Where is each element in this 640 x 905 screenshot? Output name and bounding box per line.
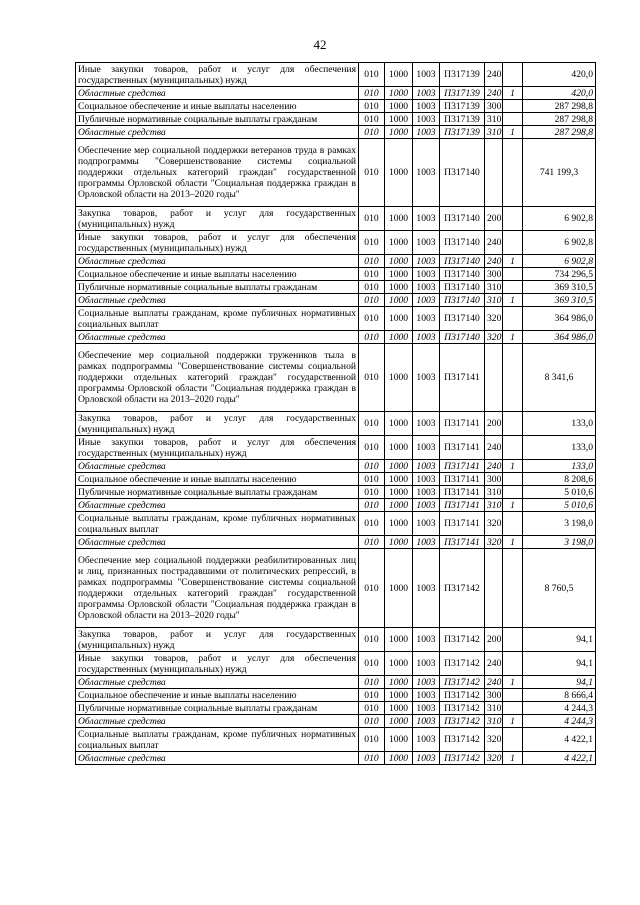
target-article-cell: П317142: [440, 676, 485, 689]
row-name-cell: Социальное обеспечение и иные выплаты населению: [76, 268, 359, 281]
expense-type-cell: 240: [485, 87, 503, 100]
target-article-cell: П317140: [440, 207, 485, 231]
section-code-cell: 1000: [385, 63, 413, 87]
section-code-cell: 1000: [385, 536, 413, 549]
table-row: [76, 100, 596, 113]
funding-source-cell: [503, 728, 523, 752]
amount-cell: 369 310,5: [523, 281, 596, 294]
admin-code-cell: 010: [359, 473, 385, 486]
row-name-cell: Обеспечение мер социальной поддержки тружеников тыла в рамках подпрограммы "Совершенствование системы социальной поддержки отдельных категорий граждан" государственной программы Орловской области "Социальная поддержка граждан в Орловской области на 2013–2020 годы": [76, 344, 359, 412]
funding-source-cell: [503, 207, 523, 231]
section-code-cell: 1000: [385, 207, 413, 231]
table-row: [76, 307, 596, 331]
funding-source-cell: [503, 689, 523, 702]
section-code-cell: 1000: [385, 87, 413, 100]
admin-code-cell: 010: [359, 207, 385, 231]
amount-cell: 6 902,8: [523, 255, 596, 268]
expense-type-cell: [485, 549, 503, 628]
table-row: [76, 412, 596, 436]
row-name-cell: Социальное обеспечение и иные выплаты населению: [76, 473, 359, 486]
expense-type-cell: 240: [485, 255, 503, 268]
admin-code-cell: 010: [359, 728, 385, 752]
amount-cell: 8 341,6: [523, 344, 596, 412]
row-name-cell: Областные средства: [76, 715, 359, 728]
section-code-cell: 1000: [385, 126, 413, 139]
admin-code-cell: 010: [359, 268, 385, 281]
subsection-code-cell: 1003: [413, 436, 440, 460]
amount-cell: 6 902,8: [523, 231, 596, 255]
target-article-cell: П317139: [440, 100, 485, 113]
admin-code-cell: 010: [359, 499, 385, 512]
table-row: [76, 752, 596, 765]
target-article-cell: П317142: [440, 549, 485, 628]
amount-cell: 741 199,3: [523, 139, 596, 207]
target-article-cell: П317141: [440, 499, 485, 512]
admin-code-cell: 010: [359, 628, 385, 652]
section-code-cell: 1000: [385, 628, 413, 652]
funding-source-cell: 1: [503, 294, 523, 307]
row-name-cell: Публичные нормативные социальные выплаты гражданам: [76, 486, 359, 499]
target-article-cell: П317142: [440, 689, 485, 702]
amount-cell: 4 422,1: [523, 728, 596, 752]
funding-source-cell: [503, 549, 523, 628]
expense-type-cell: 320: [485, 728, 503, 752]
row-name-cell: Иные закупки товаров, работ и услуг для обеспечения государственных (муниципальных) нужд: [76, 436, 359, 460]
table-row: [76, 676, 596, 689]
amount-cell: 5 010,6: [523, 486, 596, 499]
amount-cell: 8 666,4: [523, 689, 596, 702]
target-article-cell: П317141: [440, 512, 485, 536]
section-code-cell: 1000: [385, 100, 413, 113]
subsection-code-cell: 1003: [413, 87, 440, 100]
subsection-code-cell: 1003: [413, 294, 440, 307]
admin-code-cell: 010: [359, 412, 385, 436]
subsection-code-cell: 1003: [413, 652, 440, 676]
row-name-cell: Закупка товаров, работ и услуг для государственных (муниципальных) нужд: [76, 207, 359, 231]
budget-table: [75, 62, 596, 765]
table-row: [76, 113, 596, 126]
funding-source-cell: 1: [503, 752, 523, 765]
admin-code-cell: 010: [359, 100, 385, 113]
amount-cell: 94,1: [523, 628, 596, 652]
table-row: [76, 255, 596, 268]
section-code-cell: 1000: [385, 331, 413, 344]
admin-code-cell: 010: [359, 255, 385, 268]
subsection-code-cell: 1003: [413, 728, 440, 752]
table-row: [76, 268, 596, 281]
target-article-cell: П317141: [440, 436, 485, 460]
funding-source-cell: [503, 344, 523, 412]
amount-cell: 734 296,5: [523, 268, 596, 281]
subsection-code-cell: 1003: [413, 126, 440, 139]
section-code-cell: 1000: [385, 255, 413, 268]
admin-code-cell: 010: [359, 512, 385, 536]
row-name-cell: Социальное обеспечение и иные выплаты населению: [76, 689, 359, 702]
subsection-code-cell: 1003: [413, 628, 440, 652]
funding-source-cell: [503, 281, 523, 294]
expense-type-cell: 300: [485, 473, 503, 486]
funding-source-cell: 1: [503, 331, 523, 344]
row-name-cell: Закупка товаров, работ и услуг для государственных (муниципальных) нужд: [76, 412, 359, 436]
amount-cell: 133,0: [523, 460, 596, 473]
target-article-cell: П317141: [440, 344, 485, 412]
amount-cell: 8 760,5: [523, 549, 596, 628]
table-row: [76, 512, 596, 536]
target-article-cell: П317142: [440, 752, 485, 765]
expense-type-cell: [485, 344, 503, 412]
section-code-cell: 1000: [385, 294, 413, 307]
target-article-cell: П317140: [440, 268, 485, 281]
funding-source-cell: [503, 113, 523, 126]
admin-code-cell: 010: [359, 126, 385, 139]
admin-code-cell: 010: [359, 87, 385, 100]
row-name-cell: Публичные нормативные социальные выплаты гражданам: [76, 113, 359, 126]
admin-code-cell: 010: [359, 139, 385, 207]
funding-source-cell: [503, 307, 523, 331]
amount-cell: 364 986,0: [523, 307, 596, 331]
table-row: [76, 473, 596, 486]
expense-type-cell: 310: [485, 499, 503, 512]
table-row: [76, 139, 596, 207]
funding-source-cell: [503, 412, 523, 436]
row-name-cell: Закупка товаров, работ и услуг для государственных (муниципальных) нужд: [76, 628, 359, 652]
row-name-cell: Областные средства: [76, 536, 359, 549]
section-code-cell: 1000: [385, 113, 413, 126]
table-row: [76, 331, 596, 344]
section-code-cell: 1000: [385, 689, 413, 702]
section-code-cell: 1000: [385, 281, 413, 294]
row-name-cell: Областные средства: [76, 331, 359, 344]
expense-type-cell: 240: [485, 460, 503, 473]
section-code-cell: 1000: [385, 499, 413, 512]
row-name-cell: Социальные выплаты гражданам, кроме публичных нормативных социальных выплат: [76, 728, 359, 752]
expense-type-cell: 240: [485, 63, 503, 87]
expense-type-cell: [485, 139, 503, 207]
row-name-cell: Публичные нормативные социальные выплаты гражданам: [76, 702, 359, 715]
amount-cell: 5 010,6: [523, 499, 596, 512]
section-code-cell: 1000: [385, 436, 413, 460]
subsection-code-cell: 1003: [413, 412, 440, 436]
admin-code-cell: 010: [359, 294, 385, 307]
admin-code-cell: 010: [359, 436, 385, 460]
expense-type-cell: 300: [485, 100, 503, 113]
amount-cell: 4 422,1: [523, 752, 596, 765]
subsection-code-cell: 1003: [413, 207, 440, 231]
section-code-cell: 1000: [385, 676, 413, 689]
target-article-cell: П317140: [440, 294, 485, 307]
expense-type-cell: 240: [485, 436, 503, 460]
funding-source-cell: [503, 100, 523, 113]
table-row: [76, 499, 596, 512]
page-number: 42: [313, 37, 327, 52]
target-article-cell: П317142: [440, 728, 485, 752]
subsection-code-cell: 1003: [413, 331, 440, 344]
amount-cell: 287 298,8: [523, 126, 596, 139]
subsection-code-cell: 1003: [413, 486, 440, 499]
section-code-cell: 1000: [385, 728, 413, 752]
amount-cell: 420,0: [523, 63, 596, 87]
target-article-cell: П317142: [440, 715, 485, 728]
funding-source-cell: 1: [503, 715, 523, 728]
row-name-cell: Областные средства: [76, 499, 359, 512]
row-name-cell: Областные средства: [76, 460, 359, 473]
funding-source-cell: 1: [503, 536, 523, 549]
subsection-code-cell: 1003: [413, 268, 440, 281]
subsection-code-cell: 1003: [413, 752, 440, 765]
amount-cell: 287 298,8: [523, 113, 596, 126]
subsection-code-cell: 1003: [413, 344, 440, 412]
admin-code-cell: 010: [359, 715, 385, 728]
section-code-cell: 1000: [385, 412, 413, 436]
target-article-cell: П317140: [440, 255, 485, 268]
admin-code-cell: 010: [359, 676, 385, 689]
admin-code-cell: 010: [359, 63, 385, 87]
admin-code-cell: 010: [359, 281, 385, 294]
table-row: [76, 715, 596, 728]
section-code-cell: 1000: [385, 715, 413, 728]
target-article-cell: П317141: [440, 536, 485, 549]
expense-type-cell: 300: [485, 689, 503, 702]
amount-cell: 6 902,8: [523, 207, 596, 231]
row-name-cell: Обеспечение мер социальной поддержки реабилитированных лиц и лиц, признанных пострадавшими от политических репрессий, в рамках подпрограммы "Совершенствование системы социальной поддержки отдельных категорий граждан" государственной программы Орловской области "Социальная поддержка граждан в Орловской области на 2013–2020 годы": [76, 549, 359, 628]
funding-source-cell: [503, 473, 523, 486]
admin-code-cell: 010: [359, 460, 385, 473]
funding-source-cell: 1: [503, 676, 523, 689]
section-code-cell: 1000: [385, 702, 413, 715]
section-code-cell: 1000: [385, 460, 413, 473]
expense-type-cell: 310: [485, 702, 503, 715]
expense-type-cell: 200: [485, 207, 503, 231]
admin-code-cell: 010: [359, 702, 385, 715]
amount-cell: 364 986,0: [523, 331, 596, 344]
expense-type-cell: 310: [485, 281, 503, 294]
target-article-cell: П317139: [440, 63, 485, 87]
target-article-cell: П317139: [440, 113, 485, 126]
amount-cell: 420,0: [523, 87, 596, 100]
subsection-code-cell: 1003: [413, 231, 440, 255]
table-row: [76, 294, 596, 307]
amount-cell: 4 244,3: [523, 702, 596, 715]
expense-type-cell: 200: [485, 628, 503, 652]
row-name-cell: Публичные нормативные социальные выплаты гражданам: [76, 281, 359, 294]
funding-source-cell: [503, 139, 523, 207]
amount-cell: 369 310,5: [523, 294, 596, 307]
table-row: [76, 689, 596, 702]
table-row: [76, 126, 596, 139]
funding-source-cell: [503, 628, 523, 652]
row-name-cell: Областные средства: [76, 87, 359, 100]
funding-source-cell: [503, 63, 523, 87]
section-code-cell: 1000: [385, 344, 413, 412]
expense-type-cell: 200: [485, 412, 503, 436]
row-name-cell: Областные средства: [76, 255, 359, 268]
funding-source-cell: [503, 486, 523, 499]
table-row: [76, 460, 596, 473]
target-article-cell: П317139: [440, 87, 485, 100]
admin-code-cell: 010: [359, 536, 385, 549]
funding-source-cell: [503, 702, 523, 715]
section-code-cell: 1000: [385, 486, 413, 499]
row-name-cell: Иные закупки товаров, работ и услуг для обеспечения государственных (муниципальных) нужд: [76, 63, 359, 87]
table-row: [76, 231, 596, 255]
expense-type-cell: 320: [485, 752, 503, 765]
target-article-cell: П317141: [440, 473, 485, 486]
admin-code-cell: 010: [359, 331, 385, 344]
amount-cell: 8 208,6: [523, 473, 596, 486]
section-code-cell: 1000: [385, 268, 413, 281]
subsection-code-cell: 1003: [413, 702, 440, 715]
funding-source-cell: 1: [503, 460, 523, 473]
expense-type-cell: 320: [485, 331, 503, 344]
target-article-cell: П317140: [440, 307, 485, 331]
expense-type-cell: 240: [485, 676, 503, 689]
target-article-cell: П317142: [440, 702, 485, 715]
subsection-code-cell: 1003: [413, 689, 440, 702]
row-name-cell: Иные закупки товаров, работ и услуг для обеспечения государственных (муниципальных) нужд: [76, 652, 359, 676]
table-row: [76, 281, 596, 294]
subsection-code-cell: 1003: [413, 139, 440, 207]
row-name-cell: Иные закупки товаров, работ и услуг для обеспечения государственных (муниципальных) нужд: [76, 231, 359, 255]
subsection-code-cell: 1003: [413, 676, 440, 689]
subsection-code-cell: 1003: [413, 715, 440, 728]
table-row: [76, 207, 596, 231]
table-row: [76, 87, 596, 100]
admin-code-cell: 010: [359, 344, 385, 412]
funding-source-cell: 1: [503, 126, 523, 139]
row-name-cell: Социальные выплаты гражданам, кроме публичных нормативных социальных выплат: [76, 307, 359, 331]
subsection-code-cell: 1003: [413, 281, 440, 294]
subsection-code-cell: 1003: [413, 460, 440, 473]
expense-type-cell: 320: [485, 536, 503, 549]
target-article-cell: П317140: [440, 139, 485, 207]
table-row: [76, 344, 596, 412]
expense-type-cell: 240: [485, 231, 503, 255]
funding-source-cell: [503, 231, 523, 255]
subsection-code-cell: 1003: [413, 499, 440, 512]
table-row: [76, 728, 596, 752]
admin-code-cell: 010: [359, 652, 385, 676]
row-name-cell: Областные средства: [76, 752, 359, 765]
target-article-cell: П317141: [440, 460, 485, 473]
section-code-cell: 1000: [385, 512, 413, 536]
row-name-cell: Социальные выплаты гражданам, кроме публичных нормативных социальных выплат: [76, 512, 359, 536]
expense-type-cell: 310: [485, 294, 503, 307]
funding-source-cell: [503, 268, 523, 281]
section-code-cell: 1000: [385, 652, 413, 676]
amount-cell: 4 244,3: [523, 715, 596, 728]
admin-code-cell: 010: [359, 689, 385, 702]
row-name-cell: Областные средства: [76, 294, 359, 307]
table-row: [76, 652, 596, 676]
row-name-cell: Областные средства: [76, 676, 359, 689]
subsection-code-cell: 1003: [413, 473, 440, 486]
section-code-cell: 1000: [385, 231, 413, 255]
target-article-cell: П317139: [440, 126, 485, 139]
funding-source-cell: [503, 512, 523, 536]
table-row: [76, 436, 596, 460]
subsection-code-cell: 1003: [413, 63, 440, 87]
table-row: [76, 63, 596, 87]
table-row: [76, 702, 596, 715]
amount-cell: 3 198,0: [523, 536, 596, 549]
subsection-code-cell: 1003: [413, 100, 440, 113]
subsection-code-cell: 1003: [413, 113, 440, 126]
section-code-cell: 1000: [385, 307, 413, 331]
expense-type-cell: 300: [485, 268, 503, 281]
admin-code-cell: 010: [359, 486, 385, 499]
target-article-cell: П317140: [440, 231, 485, 255]
amount-cell: 94,1: [523, 652, 596, 676]
subsection-code-cell: 1003: [413, 549, 440, 628]
funding-source-cell: [503, 652, 523, 676]
row-name-cell: Областные средства: [76, 126, 359, 139]
subsection-code-cell: 1003: [413, 255, 440, 268]
funding-source-cell: 1: [503, 499, 523, 512]
funding-source-cell: 1: [503, 87, 523, 100]
subsection-code-cell: 1003: [413, 536, 440, 549]
target-article-cell: П317140: [440, 331, 485, 344]
expense-type-cell: 320: [485, 307, 503, 331]
amount-cell: 287 298,8: [523, 100, 596, 113]
target-article-cell: П317142: [440, 628, 485, 652]
target-article-cell: П317141: [440, 412, 485, 436]
admin-code-cell: 010: [359, 231, 385, 255]
admin-code-cell: 010: [359, 549, 385, 628]
amount-cell: 133,0: [523, 436, 596, 460]
amount-cell: 133,0: [523, 412, 596, 436]
target-article-cell: П317142: [440, 652, 485, 676]
funding-source-cell: 1: [503, 255, 523, 268]
section-code-cell: 1000: [385, 752, 413, 765]
expense-type-cell: 320: [485, 512, 503, 536]
expense-type-cell: 310: [485, 113, 503, 126]
section-code-cell: 1000: [385, 139, 413, 207]
expense-type-cell: 310: [485, 486, 503, 499]
expense-type-cell: 240: [485, 652, 503, 676]
table-row: [76, 628, 596, 652]
subsection-code-cell: 1003: [413, 512, 440, 536]
admin-code-cell: 010: [359, 113, 385, 126]
table-body: [76, 63, 596, 765]
amount-cell: 94,1: [523, 676, 596, 689]
amount-cell: 3 198,0: [523, 512, 596, 536]
table-row: [76, 549, 596, 628]
expense-type-cell: 310: [485, 126, 503, 139]
admin-code-cell: 010: [359, 307, 385, 331]
admin-code-cell: 010: [359, 752, 385, 765]
section-code-cell: 1000: [385, 549, 413, 628]
row-name-cell: Социальное обеспечение и иные выплаты населению: [76, 100, 359, 113]
row-name-cell: Обеспечение мер социальной поддержки ветеранов труда в рамках подпрограммы "Совершенствование системы социальной поддержки отдельных категорий граждан" государственной программы Орловской области "Социальная поддержка граждан в Орловской области на 2013–2020 годы": [76, 139, 359, 207]
funding-source-cell: [503, 436, 523, 460]
table-row: [76, 486, 596, 499]
target-article-cell: П317141: [440, 486, 485, 499]
section-code-cell: 1000: [385, 473, 413, 486]
expense-type-cell: 310: [485, 715, 503, 728]
subsection-code-cell: 1003: [413, 307, 440, 331]
table-row: [76, 536, 596, 549]
target-article-cell: П317140: [440, 281, 485, 294]
